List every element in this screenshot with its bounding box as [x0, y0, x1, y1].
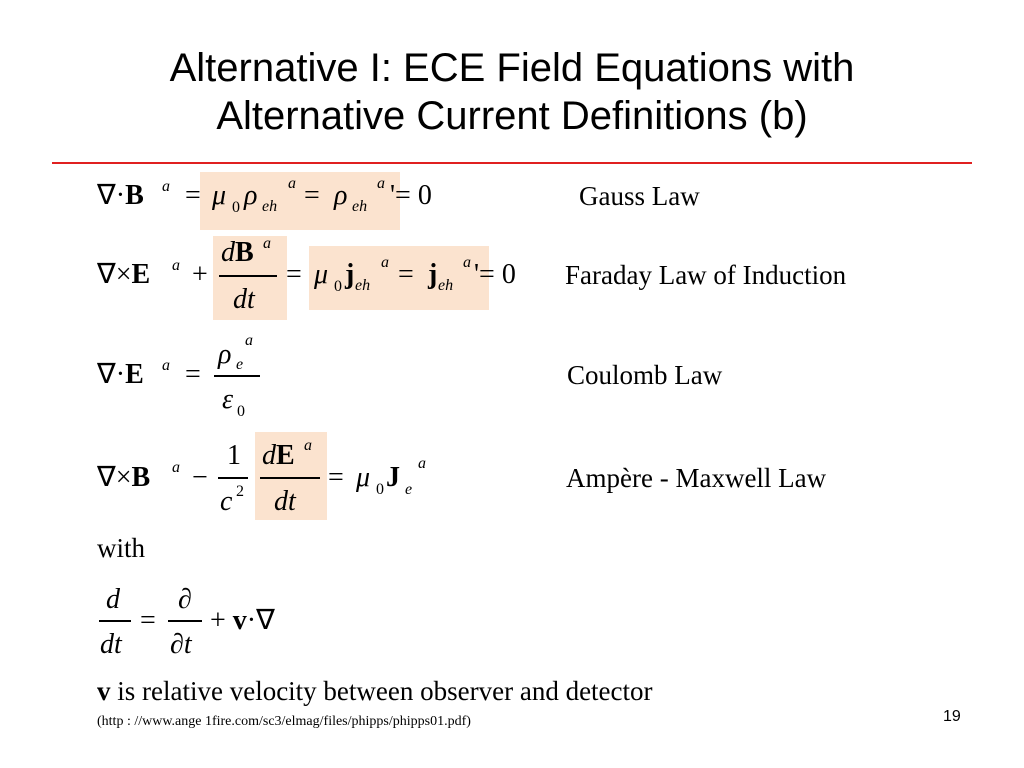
gauss-law-label: Gauss Law — [579, 181, 700, 211]
velocity-text: is relative velocity between observer and detector — [117, 676, 653, 706]
title-line-1: Alternative I: ECE Field Equations with — [169, 46, 855, 90]
velocity-description — [97, 676, 653, 706]
ampere-law-label: Ampère - Maxwell Law — [566, 463, 827, 493]
faraday-law-label: Faraday Law of Induction — [565, 260, 847, 290]
source-citation: (http : //www.ange 1fire.com/sc3/elmag/files/phipps/phipps01.pdf) — [97, 714, 471, 729]
page-number: 19 — [943, 708, 961, 725]
slide-title — [0, 44, 1024, 140]
with-text: with — [97, 533, 146, 563]
gauss-highlight — [200, 172, 400, 230]
coulomb-law-label: Coulomb Law — [567, 360, 723, 390]
velocity-symbol: v — [97, 676, 111, 706]
title-line-2: Alternative Current Definitions (b) — [216, 94, 808, 138]
title-divider — [52, 162, 972, 164]
